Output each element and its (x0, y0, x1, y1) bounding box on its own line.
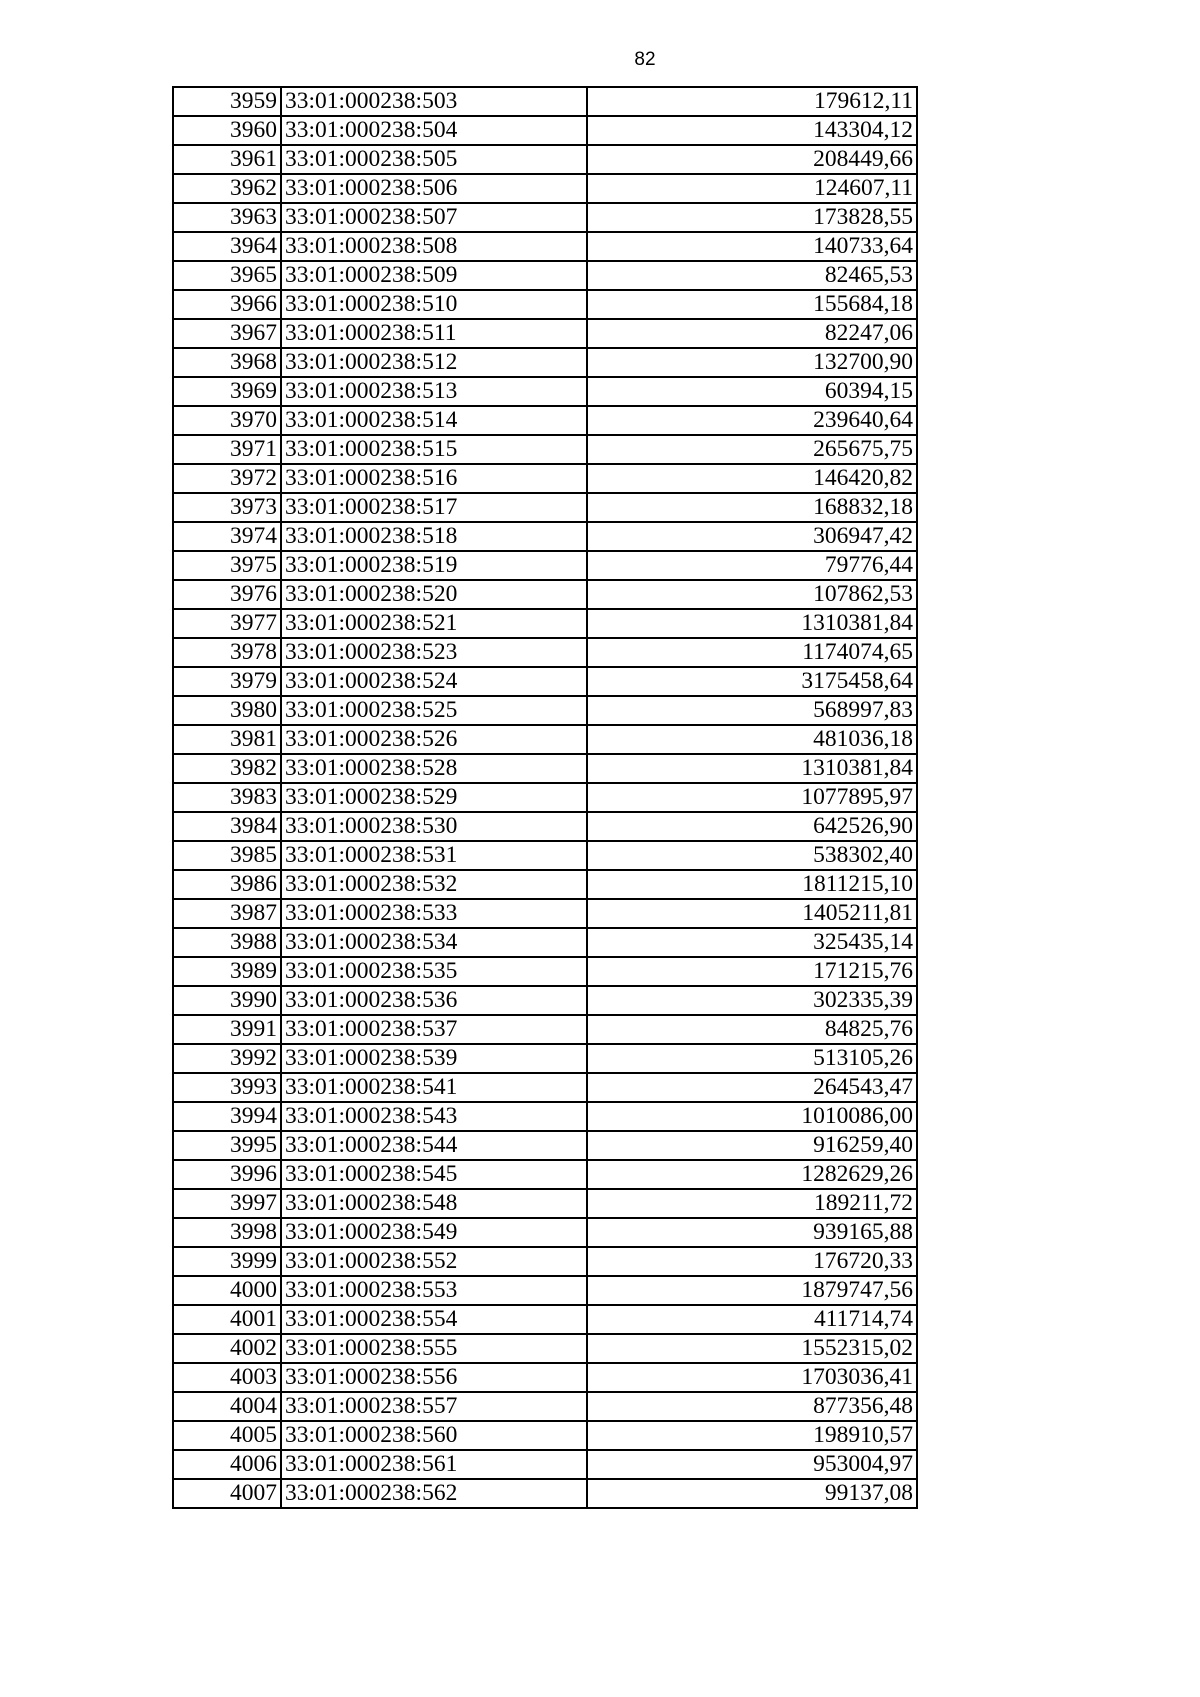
cadastral-value-cell: 179612,11 (587, 87, 917, 116)
cadastral-number-cell: 33:01:000238:549 (281, 1218, 587, 1247)
cadastral-value-cell: 82247,06 (587, 319, 917, 348)
row-number-cell: 3966 (173, 290, 281, 319)
cadastral-number-cell: 33:01:000238:539 (281, 1044, 587, 1073)
cadastral-number-cell: 33:01:000238:537 (281, 1015, 587, 1044)
cadastral-value-cell: 198910,57 (587, 1421, 917, 1450)
cadastral-number-cell: 33:01:000238:514 (281, 406, 587, 435)
table-row (173, 435, 917, 464)
table-row (173, 1044, 917, 1073)
table-row (173, 377, 917, 406)
cadastral-number-cell: 33:01:000238:532 (281, 870, 587, 899)
cadastral-value-cell: 325435,14 (587, 928, 917, 957)
cadastral-number-cell: 33:01:000238:525 (281, 696, 587, 725)
cadastral-number-cell: 33:01:000238:560 (281, 1421, 587, 1450)
table-row (173, 1334, 917, 1363)
cadastral-value-cell: 939165,88 (587, 1218, 917, 1247)
cadastral-value-cell: 916259,40 (587, 1131, 917, 1160)
page-number: 82 (634, 49, 656, 70)
cadastral-value-cell: 155684,18 (587, 290, 917, 319)
row-number-cell: 3967 (173, 319, 281, 348)
cadastral-number-cell: 33:01:000238:552 (281, 1247, 587, 1276)
table-row (173, 1189, 917, 1218)
cadastral-value-cell: 513105,26 (587, 1044, 917, 1073)
cadastral-value-cell: 1703036,41 (587, 1363, 917, 1392)
table-row (173, 1392, 917, 1421)
table-row (173, 261, 917, 290)
table-row (173, 1363, 917, 1392)
row-number-cell: 3968 (173, 348, 281, 377)
cadastral-number-cell: 33:01:000238:521 (281, 609, 587, 638)
cadastral-value-cell: 132700,90 (587, 348, 917, 377)
cadastral-number-cell: 33:01:000238:562 (281, 1479, 587, 1508)
row-number-cell: 4006 (173, 1450, 281, 1479)
table-row (173, 580, 917, 609)
row-number-cell: 3989 (173, 957, 281, 986)
cadastral-value-cell: 481036,18 (587, 725, 917, 754)
cadastral-value-cell: 568997,83 (587, 696, 917, 725)
table-row (173, 232, 917, 261)
cadastral-number-cell: 33:01:000238:519 (281, 551, 587, 580)
table-row (173, 638, 917, 667)
cadastral-value-cell: 1077895,97 (587, 783, 917, 812)
cadastral-number-cell: 33:01:000238:507 (281, 203, 587, 232)
table-row (173, 464, 917, 493)
cadastral-number-cell: 33:01:000238:534 (281, 928, 587, 957)
cadastral-number-cell: 33:01:000238:504 (281, 116, 587, 145)
row-number-cell: 3982 (173, 754, 281, 783)
row-number-cell: 3973 (173, 493, 281, 522)
cadastral-value-cell: 79776,44 (587, 551, 917, 580)
cadastral-number-cell: 33:01:000238:518 (281, 522, 587, 551)
table-row (173, 1276, 917, 1305)
cadastral-value-cell: 60394,15 (587, 377, 917, 406)
cadastral-number-cell: 33:01:000238:523 (281, 638, 587, 667)
row-number-cell: 4001 (173, 1305, 281, 1334)
table-row (173, 1450, 917, 1479)
row-number-cell: 3990 (173, 986, 281, 1015)
table-row (173, 783, 917, 812)
cadastral-value-cell: 99137,08 (587, 1479, 917, 1508)
cadastral-value-cell: 302335,39 (587, 986, 917, 1015)
cadastral-number-cell: 33:01:000238:544 (281, 1131, 587, 1160)
cadastral-number-cell: 33:01:000238:543 (281, 1102, 587, 1131)
table-row (173, 609, 917, 638)
cadastral-number-cell: 33:01:000238:512 (281, 348, 587, 377)
table-row (173, 725, 917, 754)
cadastral-number-cell: 33:01:000238:516 (281, 464, 587, 493)
cadastral-number-cell: 33:01:000238:520 (281, 580, 587, 609)
cadastral-number-cell: 33:01:000238:531 (281, 841, 587, 870)
cadastral-value-cell: 265675,75 (587, 435, 917, 464)
table-row (173, 899, 917, 928)
table-row (173, 348, 917, 377)
cadastral-value-cell: 189211,72 (587, 1189, 917, 1218)
row-number-cell: 4002 (173, 1334, 281, 1363)
row-number-cell: 3972 (173, 464, 281, 493)
table-row (173, 203, 917, 232)
cadastral-number-cell: 33:01:000238:515 (281, 435, 587, 464)
row-number-cell: 3979 (173, 667, 281, 696)
cadastral-number-cell: 33:01:000238:505 (281, 145, 587, 174)
row-number-cell: 3998 (173, 1218, 281, 1247)
cadastral-number-cell: 33:01:000238:557 (281, 1392, 587, 1421)
cadastral-number-cell: 33:01:000238:517 (281, 493, 587, 522)
cadastral-value-cell: 146420,82 (587, 464, 917, 493)
row-number-cell: 3969 (173, 377, 281, 406)
row-number-cell: 3996 (173, 1160, 281, 1189)
row-number-cell: 3983 (173, 783, 281, 812)
row-number-cell: 3961 (173, 145, 281, 174)
cadastral-number-cell: 33:01:000238:513 (281, 377, 587, 406)
table-row (173, 1131, 917, 1160)
cadastral-value-cell: 264543,47 (587, 1073, 917, 1102)
row-number-cell: 3997 (173, 1189, 281, 1218)
cadastral-value-cell: 1310381,84 (587, 754, 917, 783)
row-number-cell: 3959 (173, 87, 281, 116)
row-number-cell: 3960 (173, 116, 281, 145)
cadastral-value-cell: 411714,74 (587, 1305, 917, 1334)
cadastral-number-cell: 33:01:000238:545 (281, 1160, 587, 1189)
table-row (173, 493, 917, 522)
cadastral-value-cell: 1405211,81 (587, 899, 917, 928)
table-row (173, 986, 917, 1015)
table-row (173, 1015, 917, 1044)
cadastral-number-cell: 33:01:000238:510 (281, 290, 587, 319)
cadastral-number-cell: 33:01:000238:535 (281, 957, 587, 986)
row-number-cell: 3971 (173, 435, 281, 464)
cadastral-value-cell: 124607,11 (587, 174, 917, 203)
cadastral-value-cell: 140733,64 (587, 232, 917, 261)
table-row (173, 1479, 917, 1508)
table-row (173, 319, 917, 348)
row-number-cell: 3965 (173, 261, 281, 290)
row-number-cell: 3987 (173, 899, 281, 928)
cadastral-number-cell: 33:01:000238:526 (281, 725, 587, 754)
table-row (173, 1305, 917, 1334)
row-number-cell: 4005 (173, 1421, 281, 1450)
row-number-cell: 3963 (173, 203, 281, 232)
cadastral-value-cell: 239640,64 (587, 406, 917, 435)
cadastral-value-cell: 1010086,00 (587, 1102, 917, 1131)
table-row (173, 551, 917, 580)
cadastral-number-cell: 33:01:000238:529 (281, 783, 587, 812)
cadastral-number-cell: 33:01:000238:536 (281, 986, 587, 1015)
row-number-cell: 3986 (173, 870, 281, 899)
row-number-cell: 3992 (173, 1044, 281, 1073)
cadastral-value-cell: 306947,42 (587, 522, 917, 551)
table-row (173, 116, 917, 145)
row-number-cell: 3981 (173, 725, 281, 754)
cadastral-value-cell: 953004,97 (587, 1450, 917, 1479)
cadastral-number-cell: 33:01:000238:553 (281, 1276, 587, 1305)
table-row (173, 1218, 917, 1247)
cadastral-number-cell: 33:01:000238:528 (281, 754, 587, 783)
table-body (173, 87, 917, 1508)
cadastral-number-cell: 33:01:000238:506 (281, 174, 587, 203)
table-row (173, 145, 917, 174)
row-number-cell: 3991 (173, 1015, 281, 1044)
cadastral-value-cell: 877356,48 (587, 1392, 917, 1421)
table-row (173, 812, 917, 841)
row-number-cell: 3978 (173, 638, 281, 667)
table-row (173, 957, 917, 986)
table-row (173, 522, 917, 551)
cadastral-value-cell: 84825,76 (587, 1015, 917, 1044)
table-row (173, 1102, 917, 1131)
cadastral-number-cell: 33:01:000238:548 (281, 1189, 587, 1218)
cadastral-number-cell: 33:01:000238:511 (281, 319, 587, 348)
cadastral-value-cell: 82465,53 (587, 261, 917, 290)
cadastral-value-cell: 1552315,02 (587, 1334, 917, 1363)
cadastral-number-cell: 33:01:000238:509 (281, 261, 587, 290)
row-number-cell: 3974 (173, 522, 281, 551)
cadastral-value-cell: 538302,40 (587, 841, 917, 870)
table-row (173, 667, 917, 696)
cadastral-value-cell: 143304,12 (587, 116, 917, 145)
cadastral-value-cell: 176720,33 (587, 1247, 917, 1276)
cadastral-value-cell: 171215,76 (587, 957, 917, 986)
row-number-cell: 3977 (173, 609, 281, 638)
row-number-cell: 3970 (173, 406, 281, 435)
cadastral-value-cell: 1879747,56 (587, 1276, 917, 1305)
cadastral-value-cell: 208449,66 (587, 145, 917, 174)
cadastral-number-cell: 33:01:000238:556 (281, 1363, 587, 1392)
cadastral-number-cell: 33:01:000238:503 (281, 87, 587, 116)
row-number-cell: 3988 (173, 928, 281, 957)
table-row (173, 406, 917, 435)
row-number-cell: 3975 (173, 551, 281, 580)
table-row (173, 87, 917, 116)
row-number-cell: 3980 (173, 696, 281, 725)
row-number-cell: 3962 (173, 174, 281, 203)
cadastral-number-cell: 33:01:000238:555 (281, 1334, 587, 1363)
table-row (173, 696, 917, 725)
cadastral-number-cell: 33:01:000238:541 (281, 1073, 587, 1102)
cadastral-number-cell: 33:01:000238:561 (281, 1450, 587, 1479)
row-number-cell: 3995 (173, 1131, 281, 1160)
cadastral-value-table (172, 86, 918, 1509)
table-row (173, 1160, 917, 1189)
cadastral-value-cell: 3175458,64 (587, 667, 917, 696)
cadastral-value-cell: 107862,53 (587, 580, 917, 609)
cadastral-value-cell: 1174074,65 (587, 638, 917, 667)
row-number-cell: 4004 (173, 1392, 281, 1421)
cadastral-value-cell: 168832,18 (587, 493, 917, 522)
cadastral-number-cell: 33:01:000238:554 (281, 1305, 587, 1334)
cadastral-number-cell: 33:01:000238:508 (281, 232, 587, 261)
cadastral-value-cell: 1310381,84 (587, 609, 917, 638)
cadastral-value-cell: 1811215,10 (587, 870, 917, 899)
table-row (173, 1421, 917, 1450)
table-row (173, 841, 917, 870)
cadastral-number-cell: 33:01:000238:524 (281, 667, 587, 696)
cadastral-value-cell: 173828,55 (587, 203, 917, 232)
cadastral-value-cell: 642526,90 (587, 812, 917, 841)
row-number-cell: 3999 (173, 1247, 281, 1276)
table-row (173, 754, 917, 783)
row-number-cell: 3994 (173, 1102, 281, 1131)
table-row (173, 870, 917, 899)
row-number-cell: 3964 (173, 232, 281, 261)
table-row (173, 1247, 917, 1276)
row-number-cell: 3985 (173, 841, 281, 870)
cadastral-number-cell: 33:01:000238:533 (281, 899, 587, 928)
row-number-cell: 4003 (173, 1363, 281, 1392)
table-row (173, 174, 917, 203)
row-number-cell: 3993 (173, 1073, 281, 1102)
table-row (173, 290, 917, 319)
row-number-cell: 3976 (173, 580, 281, 609)
table-row (173, 1073, 917, 1102)
cadastral-number-cell: 33:01:000238:530 (281, 812, 587, 841)
row-number-cell: 4000 (173, 1276, 281, 1305)
cadastral-value-cell: 1282629,26 (587, 1160, 917, 1189)
row-number-cell: 4007 (173, 1479, 281, 1508)
row-number-cell: 3984 (173, 812, 281, 841)
table-row (173, 928, 917, 957)
